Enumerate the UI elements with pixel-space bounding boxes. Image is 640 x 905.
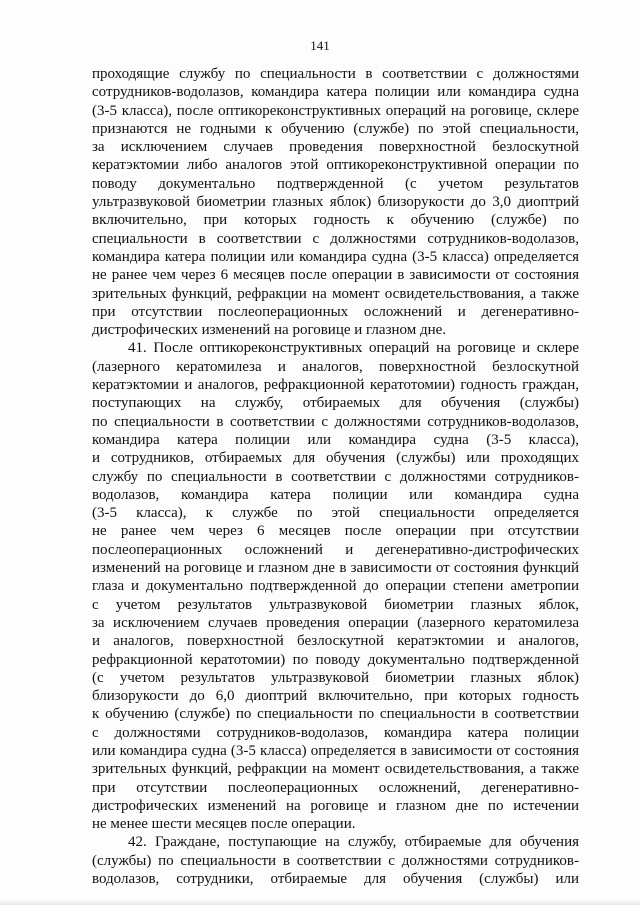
- text-line: зрительных функций, рефракции на момент освидетельствования, а также: [92, 285, 579, 302]
- text-line: командира катера полиции или командира судна (3-5 класса) определяется: [92, 248, 579, 265]
- text-line: при отсутствии послеоперационных осложнений, дегенеративно-: [92, 779, 579, 796]
- text-line: кератэктомии и аналогов, рефракционной кератотомии) годность граждан,: [92, 377, 579, 394]
- text-line: с учетом результатов ультразвуковой биометрии глазных яблок,: [92, 596, 579, 613]
- text-line: или командира судна (3-5 класса) определяется в зависимости от состояния: [92, 742, 579, 759]
- text-line: сотрудников-водолазов, командира катера полиции или командира судна: [92, 84, 579, 101]
- text-line: поводу документально подтвержденной (с учетом результатов: [92, 175, 579, 192]
- text-line: признаются не годными к обучению (службе) по этой специальности,: [92, 120, 579, 137]
- text-line: не менее шести месяцев после операции.: [92, 816, 356, 833]
- text-line: (3-5 класса), после оптикореконструктивных операций на роговице, склере: [92, 102, 579, 119]
- text-line: за исключением случаев проведения операции (лазерного кератомилеза: [92, 614, 579, 631]
- text-line: дистрофических изменений на роговице и глазном дне.: [92, 322, 447, 339]
- text-line: включительно, при которых годность к обучению (службе) по: [92, 212, 579, 229]
- text-line: за исключением случаев проведения поверхностной безлоскутной: [92, 139, 579, 156]
- text-line: 42. Граждане, поступающие на службу, отбираемые для обучения: [128, 834, 579, 851]
- text-line: (службы) по специальности в соответствии с должностями сотрудников-: [92, 852, 579, 869]
- page-bottom-edge: [0, 899, 640, 905]
- text-line: специальности в соответствии с должностями сотрудников-водолазов,: [92, 230, 579, 247]
- text-line: (3-5 класса), к службе по этой специальности определяется: [92, 505, 579, 522]
- document-body: [92, 65, 579, 888]
- text-line: изменений на роговице и глазном дне в зависимости от состояния функций: [92, 560, 579, 577]
- text-line: ультразвуковой биометрии глазных яблок) близорукости до 3,0 диоптрий: [92, 194, 579, 211]
- text-line: 41. После оптикореконструктивных операций на роговице и склере: [128, 340, 579, 357]
- text-line: службу по специальности в соответствии с должностями сотрудников-: [92, 468, 579, 485]
- text-line: (с учетом результатов ультразвуковой биометрии глазных яблок): [92, 669, 579, 686]
- text-line: послеоперационных осложнений и дегенеративно-дистрофических: [92, 541, 579, 558]
- text-line: к обучению (службе) по специальности по специальности в соответствии: [92, 706, 579, 723]
- text-line: поступающих на службу, отбираемых для обучения (службы): [92, 395, 579, 412]
- text-line: не ранее чем через 6 месяцев после операции в зависимости от состояния: [92, 267, 579, 284]
- text-line: командира катера полиции или командира судна (3-5 класса),: [92, 431, 579, 448]
- text-line: при отсутствии послеоперационных осложнений и дегенеративно-: [92, 303, 579, 320]
- text-line: глаза и документально подтвержденной до операции степени аметропии: [92, 578, 579, 595]
- text-line: кератэктомии либо аналогов этой оптикореконструктивной операции по: [92, 157, 579, 174]
- text-line: зрительных функций, рефракции на момент освидетельствования, а также: [92, 761, 579, 778]
- text-line: близорукости до 6,0 диоптрий включительно, при которых годность: [92, 688, 579, 705]
- text-line: и аналогов, поверхностной безлоскутной кератэктомии и аналогов,: [92, 633, 579, 650]
- text-line: по специальности в соответствии с должностями сотрудников-водолазов,: [92, 413, 579, 430]
- text-line: водолазов, сотрудники, отбираемые для обучения (службы) или: [92, 871, 579, 888]
- text-line: (лазерного кератомилеза и аналогов, поверхностной безлоскутной: [92, 358, 579, 375]
- paragraph-p-41: [92, 339, 579, 833]
- text-line: не ранее чем через 6 месяцев после операции при отсутствии: [92, 523, 579, 540]
- paragraph-p-cont: [92, 65, 579, 339]
- text-line: рефракционной кератотомии) по поводу документально подтвержденной: [92, 651, 579, 668]
- text-line: дистрофических изменений на роговице и глазном дне по истечении: [92, 797, 579, 814]
- text-line: и сотрудников, отбираемых для обучения (службы) или проходящих: [92, 450, 579, 467]
- text-line: с должностями сотрудников-водолазов, командира катера полиции: [92, 724, 579, 741]
- paragraph-p-42: [92, 833, 579, 888]
- page-number: 141: [310, 38, 330, 53]
- text-line: водолазов, командира катера полиции или командира судна: [92, 486, 579, 503]
- text-line: проходящие службу по специальности в соответствии с должностями: [92, 66, 579, 82]
